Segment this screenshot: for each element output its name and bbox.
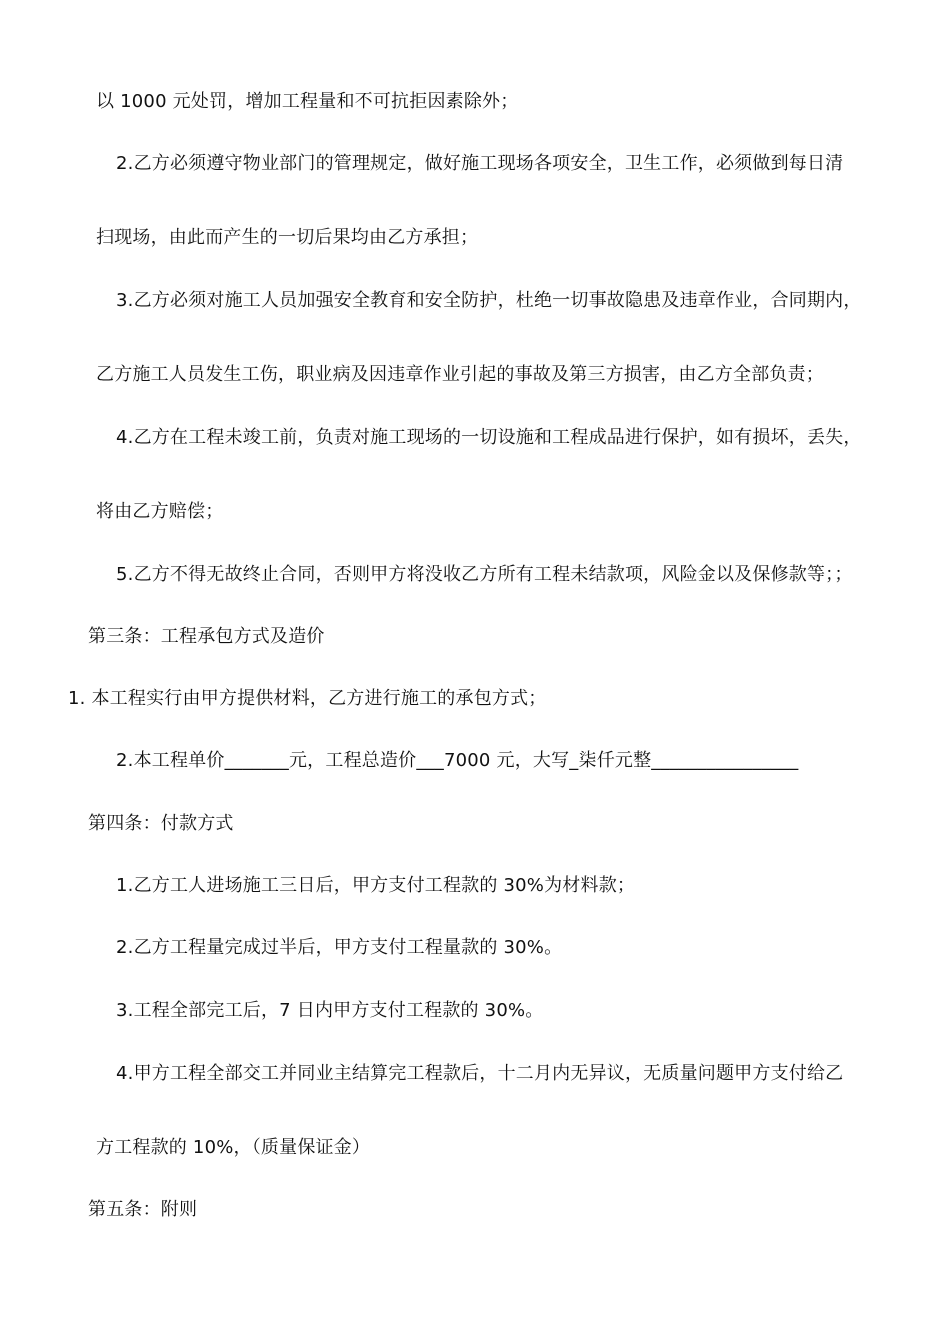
- section-heading-4: 第四条：付款方式: [88, 813, 234, 834]
- text-line-7: 将由乙方赔偿；: [96, 501, 224, 522]
- text-line-2: 2.乙方必须遵守物业部门的管理规定，做好施工现场各项安全，卫生工作，必须做到每日清: [116, 153, 844, 174]
- text-line-11: 2.本工程单价_______元，工程总造价___7000 元，大写_柒仟元整________________: [116, 750, 799, 771]
- text-line-6: 4.乙方在工程未竣工前，负责对施工现场的一切设施和工程成品进行保护，如有损坏，丢失，: [116, 427, 862, 448]
- text-line-5: 乙方施工人员发生工伤，职业病及因违章作业引起的事故及第三方损害，由乙方全部负责；: [96, 364, 824, 385]
- text-line-1: 以 1000 元处罚，增加工程量和不可抗拒因素除外；: [96, 91, 519, 112]
- text-line-16: 4.甲方工程全部交工并同业主结算完工程款后，十二月内无异议，无质量问题甲方支付给乙: [116, 1063, 844, 1084]
- text-line-8: 5.乙方不得无故终止合同，否则甲方将没收乙方所有工程未结款项，风险金以及保修款等；；: [116, 564, 853, 585]
- section-heading-5: 第五条：附则: [88, 1199, 198, 1220]
- text-line-13: 1.乙方工人进场施工三日后，甲方支付工程款的 30%为材料款；: [116, 875, 636, 896]
- text-line-14: 2.乙方工程量完成过半后，甲方支付工程量款的 30%。: [116, 937, 563, 958]
- text-line-4: 3.乙方必须对施工人员加强安全教育和安全防护，杜绝一切事故隐患及违章作业，合同期内，: [116, 290, 862, 311]
- text-line-10: 1. 本工程实行由甲方提供材料，乙方进行施工的承包方式；: [68, 688, 547, 709]
- text-line-17: 方工程款的 10%，（质量保证金）: [96, 1137, 371, 1158]
- text-line-15: 3.工程全部完工后，7 日内甲方支付工程款的 30%。: [116, 1000, 544, 1021]
- text-line-3: 扫现场，由此而产生的一切后果均由乙方承担；: [96, 227, 479, 248]
- section-heading-3: 第三条：工程承包方式及造价: [88, 626, 325, 647]
